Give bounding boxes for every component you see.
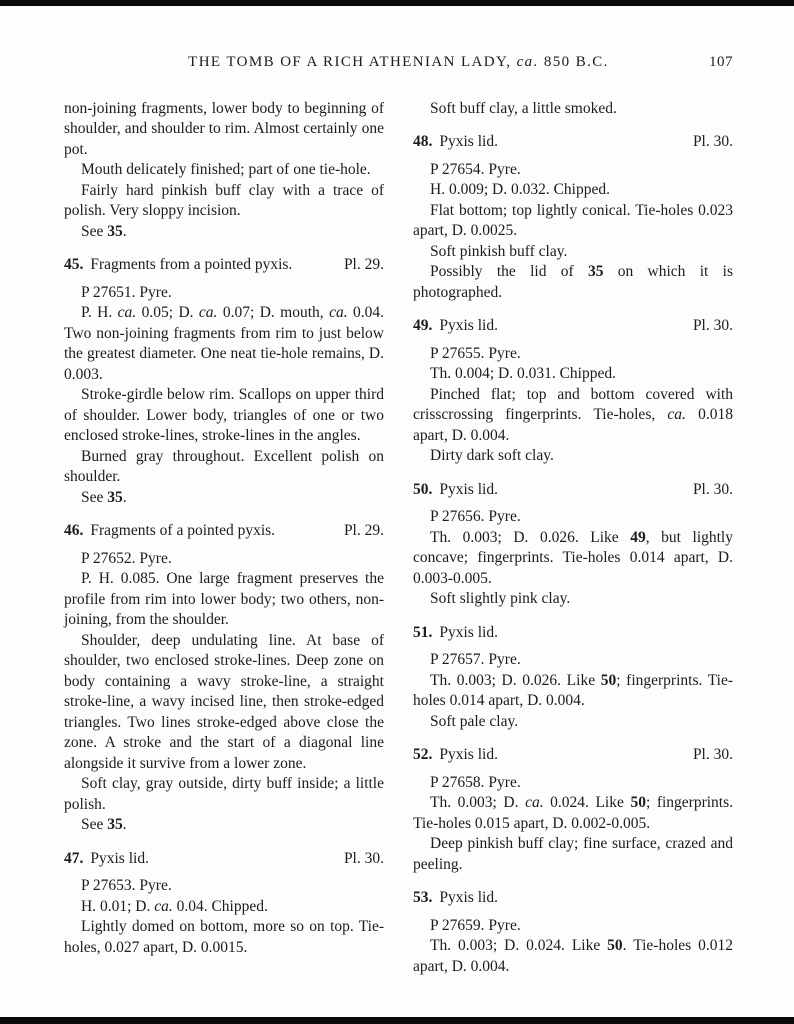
plate-reference: Pl. 29. (343, 522, 384, 539)
plate-reference: Pl. 30. (692, 317, 733, 334)
text-run: P 27659. Pyre. (430, 916, 521, 934)
paragraph (413, 773, 733, 794)
text-run: , but lightly concave; fingerprints. Tie-holes 0.014 apart, D. 0.003-0.005. (413, 528, 733, 587)
paragraph (413, 507, 733, 528)
paragraph (64, 181, 384, 222)
entry-number: 50. (413, 480, 433, 498)
text-run: non-joining fragments, lower body to beginning of shoulder, and shoulder to rim. Almost certainly one pot. (64, 99, 384, 158)
text-run: Th. 0.003; D. 0.024. Like (430, 937, 608, 954)
text-run: Flat bottom; top lightly conical. Tie-holes 0.023 apart, D. 0.0025. (413, 201, 733, 239)
page-header-title (188, 54, 609, 70)
paragraph (413, 936, 733, 977)
italic-text: ca. (525, 794, 544, 811)
right-column (413, 99, 733, 978)
plate-reference: Pl. 30. (343, 849, 384, 867)
catalog-entry-heading (413, 316, 733, 337)
entry-title: Pyxis lid. (90, 849, 149, 867)
entry-number: 52. (413, 746, 433, 763)
entry-title: Pyxis lid. (439, 746, 498, 763)
text-run: ; fingerprints. Tie-holes 0.014 apart, D. 0.004. (413, 671, 733, 709)
text-run: See (81, 488, 108, 506)
catalog-entry-heading (413, 132, 733, 153)
paragraph (413, 834, 733, 875)
paragraph (64, 283, 384, 304)
paragraph (413, 916, 733, 937)
text-run: Th. 0.003; D. 0.026. Like (430, 528, 631, 546)
text-run: P 27658. Pyre. (430, 773, 521, 791)
paragraph (413, 344, 733, 365)
text-run: 0.04. Two non-joining fragments from rim to just below the greatest diameter. One neat tie-hole remains, D. 0.003. (64, 304, 385, 383)
catalog-entry-heading (413, 888, 733, 909)
plate-reference: Pl. 30. (692, 746, 733, 763)
text-run: H. 0.01; D. (81, 897, 155, 915)
text-run: P 27652. Pyre. (81, 549, 172, 567)
paragraph (413, 589, 733, 610)
catalog-entry-heading (413, 480, 733, 501)
paragraph (64, 385, 384, 447)
text-run: 0.018 apart, D. 0.004. (413, 406, 733, 444)
entry-title: Pyxis lid. (439, 889, 498, 906)
bold-catalog-ref: 50 (607, 937, 623, 954)
text-run: Th. 0.004; D. 0.031. Chipped. (430, 365, 616, 382)
entry-title: Pyxis lid. (439, 480, 498, 498)
bold-catalog-ref: 50 (600, 671, 617, 689)
paragraph (64, 917, 384, 958)
text-run: Burned gray throughout. Excellent polish on shoulder. (64, 447, 384, 485)
text-run: ; fingerprints. Tie-holes 0.015 apart, D. 0.002-0.005. (413, 794, 734, 832)
entry-title: Pyxis lid. (439, 623, 498, 641)
plate-reference: Pl. 30. (692, 480, 733, 498)
paragraph (413, 364, 733, 385)
paragraph (64, 774, 384, 815)
italic-text: ca. (198, 304, 218, 321)
text-run: . (122, 816, 127, 833)
text-run: Deep pinkish buff clay; fine surface, crazed and peeling. (413, 835, 733, 873)
paragraph (64, 549, 384, 570)
entry-number: 51. (413, 623, 433, 641)
catalog-entry-heading (413, 745, 733, 766)
italic-text: ca. (154, 897, 173, 915)
entry-title: Pyxis lid. (439, 317, 498, 334)
paragraph (413, 201, 733, 242)
bold-catalog-ref: 35 (107, 816, 123, 833)
entry-number: 47. (64, 849, 84, 867)
bold-catalog-ref: 49 (630, 528, 646, 546)
text-run: THE TOMB OF A RICH ATHENIAN LADY, (188, 54, 517, 70)
entry-title: Fragments of a pointed pyxis. (90, 522, 276, 539)
text-run: Soft clay, gray outside, dirty buff inside; a little polish. (64, 775, 384, 813)
text-run: Fairly hard pinkish buff clay with a trace of polish. Very sloppy incision. (64, 181, 384, 219)
entry-title: Fragments from a pointed pyxis. (90, 256, 293, 273)
text-run: Th. 0.003; D. 0.026. Like (430, 671, 601, 689)
paragraph (413, 180, 733, 201)
italic-text: ca. (117, 304, 137, 321)
paragraph (64, 447, 384, 488)
entry-number: 46. (64, 522, 84, 539)
italic-text: ca. (667, 406, 686, 423)
bold-catalog-ref: 35 (107, 222, 123, 240)
text-run: Soft pinkish buff clay. (430, 242, 568, 260)
catalog-entry-heading (413, 623, 733, 644)
paragraph (64, 303, 384, 385)
text-run: P 27653. Pyre. (81, 877, 172, 894)
paragraph (64, 99, 384, 161)
text-run: Soft pale clay. (430, 712, 519, 730)
text-run: P. H. 0.085. One large fragment preserves the profile from rim into lower body; two others, non-joining, from the shoulder. (64, 570, 384, 628)
text-run: Soft slightly pink clay. (430, 590, 571, 607)
paragraph (413, 242, 733, 263)
text-run: Th. 0.003; D. (430, 794, 526, 811)
plate-reference: Pl. 30. (692, 133, 733, 150)
paragraph (64, 897, 384, 918)
paragraph (64, 876, 384, 897)
paragraph (64, 488, 384, 509)
bold-catalog-ref: 50 (630, 794, 646, 811)
page-number: 107 (709, 54, 733, 70)
text-run: P 27657. Pyre. (430, 651, 521, 668)
italic-text: ca. (516, 54, 539, 70)
paragraph (413, 446, 733, 467)
italic-text: ca. (329, 304, 348, 321)
paragraph (413, 712, 733, 733)
text-run: 0.05; D. (136, 304, 199, 321)
left-column (64, 99, 384, 978)
text-run: Possibly the lid of (430, 263, 588, 280)
entry-title: Pyxis lid. (439, 133, 498, 150)
paragraph (413, 99, 733, 120)
scan-edge-top (0, 0, 794, 6)
text-run: See (81, 816, 108, 833)
catalog-entry-heading (64, 849, 384, 870)
text-run: on which it is photographed. (413, 263, 733, 301)
catalog-entry-heading (64, 521, 384, 542)
entry-number: 48. (413, 133, 433, 150)
text-run: Shoulder, deep undulating line. At base of shoulder, two enclosed stroke-lines. Deep zone on body containing a wavy stroke-line, a straight stroke-line, a wavy incised line, then stroke-edged triangles. Two lines stroke-edged above close the zone. A stroke and the start of a diagonal line alongside it survive from a lower zone. (64, 631, 384, 772)
paragraph (64, 160, 384, 181)
entry-number: 49. (413, 317, 433, 334)
text-run: H. 0.009; D. 0.032. Chipped. (430, 181, 610, 198)
scan-edge-bottom (0, 1017, 794, 1024)
paragraph (413, 793, 733, 834)
catalog-entry-heading (64, 255, 384, 276)
text-run: P 27654. Pyre. (430, 160, 521, 178)
text-run: P. H. (81, 304, 118, 321)
paragraph (413, 671, 733, 712)
paragraph (413, 262, 733, 303)
text-run: See (81, 222, 108, 240)
paragraph (413, 385, 733, 447)
text-columns (64, 99, 733, 978)
entry-number: 53. (413, 889, 433, 906)
text-run: 0.07; D. mouth, (217, 304, 330, 321)
text-run: Pinched flat; top and bottom covered with crisscrossing fingerprints. Tie-holes, (413, 385, 733, 423)
text-run: Stroke-girdle below rim. Scallops on upper third of shoulder. Lower body, triangles of one or two enclosed stroke-lines, stroke-lines in the angles. (64, 386, 384, 444)
text-run: . (122, 222, 127, 240)
paragraph (413, 528, 733, 590)
text-run: P 27656. Pyre. (430, 508, 521, 525)
text-run: P 27651. Pyre. (81, 283, 172, 301)
text-run: 0.04. Chipped. (172, 897, 268, 915)
text-run: Soft buff clay, a little smoked. (430, 99, 617, 117)
paragraph (413, 650, 733, 671)
text-run: 850 B.C. (538, 54, 609, 70)
text-run: Dirty dark soft clay. (430, 447, 554, 464)
text-run: 0.024. Like (543, 794, 631, 811)
plate-reference: Pl. 29. (343, 256, 384, 273)
paragraph (64, 815, 384, 836)
paragraph (64, 222, 384, 243)
text-run: Mouth delicately finished; part of one tie-hole. (81, 161, 371, 178)
paragraph (413, 160, 733, 181)
entry-number: 45. (64, 256, 84, 273)
text-run: Lightly domed on bottom, more so on top. Tie-holes, 0.027 apart, D. 0.0015. (64, 918, 384, 956)
bold-catalog-ref: 35 (587, 263, 604, 280)
text-run: P 27655. Pyre. (430, 344, 521, 362)
paragraph (64, 631, 384, 775)
text-run: . (122, 488, 127, 506)
paragraph (64, 569, 384, 631)
page-header (64, 52, 733, 73)
bold-catalog-ref: 35 (107, 488, 123, 506)
text-run: . Tie-holes 0.012 apart, D. 0.004. (413, 937, 733, 975)
